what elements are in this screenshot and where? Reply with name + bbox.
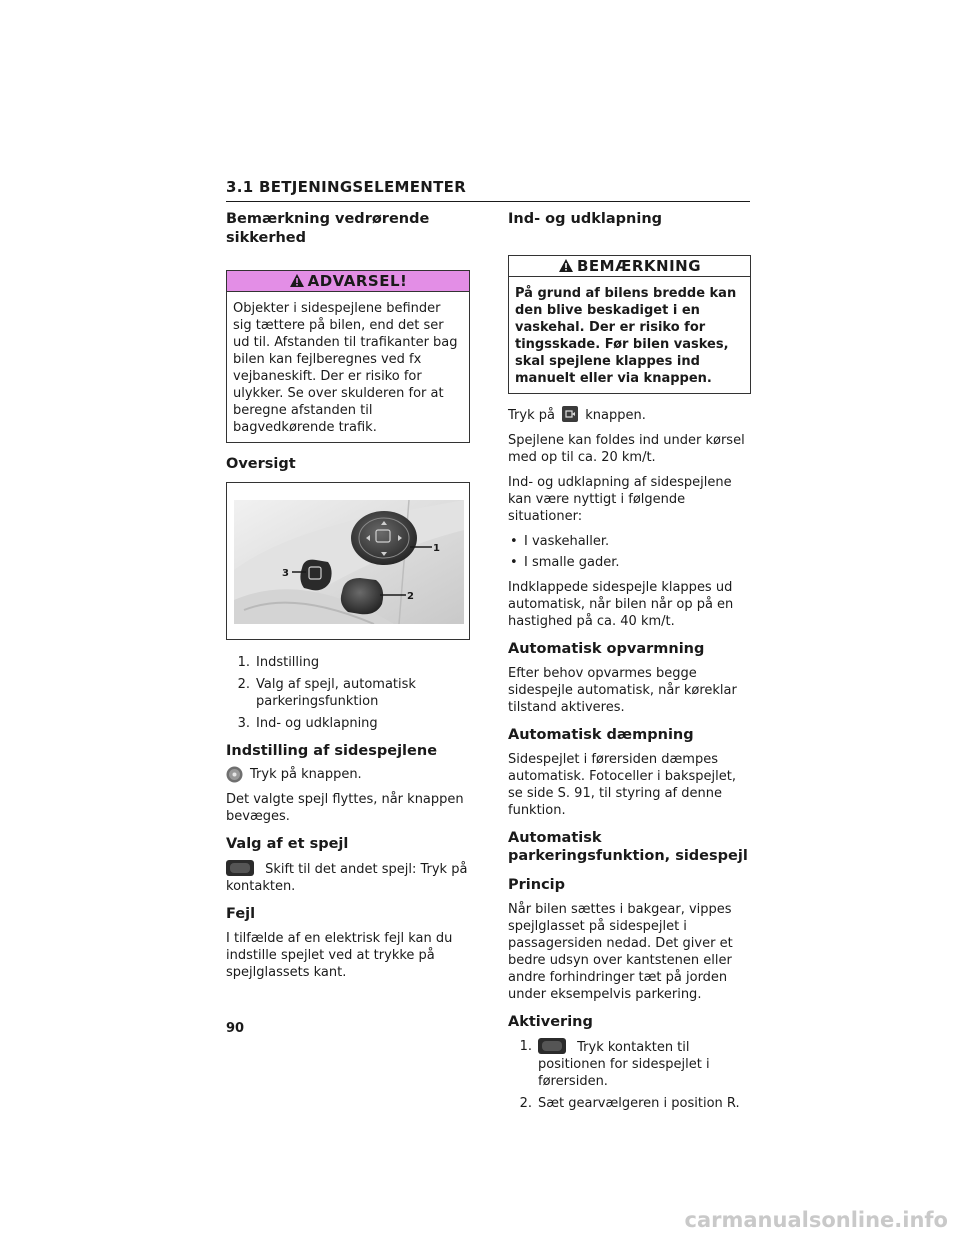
list-item: • I vaskehaller. — [510, 533, 610, 549]
mirror-fold-icon — [562, 406, 578, 422]
legend-item: 3. Ind- og udklapning — [237, 715, 378, 731]
overview-heading: Oversigt — [226, 455, 296, 472]
heating-text: Efter behov opvarmes begge sidespejle automatisk, når køreklar tilstand aktiveres. — [508, 665, 737, 715]
note-label: BEMÆRKNING — [576, 256, 702, 275]
adjust-heading: Indstilling af sidespejlene — [226, 742, 438, 759]
callout-3: 3 — [282, 567, 289, 579]
select-heading: Valg af et spejl — [226, 836, 349, 853]
adjust-text: Tryk på knappen. — [250, 767, 362, 783]
page-number: 90 — [226, 1021, 245, 1036]
activation-heading: Aktivering — [508, 1014, 593, 1031]
note-text: På grund af bilens bredde kan den blive beskadiget i en vaskehal. Der er risiko for tingsskade. Før bilen vaskes, skal spejlene klappes ind manuelt eller via knappen. — [515, 285, 737, 386]
principle-heading: Princip — [508, 877, 566, 894]
mirror-switch-icon — [538, 1038, 566, 1054]
callout-2: 2 — [407, 590, 414, 602]
section-header: 3.1 BETJENINGSELEMENTER — [226, 178, 750, 202]
callout-1: 1 — [433, 542, 440, 554]
watermark-link[interactable]: carmanualsonline.info — [684, 1208, 948, 1232]
adjust-instruction — [226, 766, 470, 783]
step-item: 2. Sæt gearvælgeren i position R. — [519, 1095, 740, 1111]
heating-heading: Automatisk opvarmning — [508, 640, 705, 657]
legend-item: 1. Indstilling — [237, 654, 320, 670]
figure-legend — [226, 654, 470, 732]
auto-unfold-text: Indklappede sidespejle klappes ud automatisk, når bilen når op på en hastighed på ca. 40 km/t. — [508, 579, 734, 629]
step-item: 1. Tryk kontakten til positionen for sidespejlet i førersiden. — [519, 1038, 710, 1089]
mirror-knob-icon — [226, 766, 243, 783]
adjust-text-2: Det valgte spejl flyttes, når knappen bevæges. — [226, 792, 464, 825]
fold-useful-text: Ind- og udklapning af sidespejlene kan være nyttigt i følgende situationer: — [508, 474, 732, 524]
warning-box — [226, 270, 470, 443]
warning-triangle-icon — [558, 258, 574, 273]
note-box — [508, 255, 751, 394]
right-column — [508, 206, 751, 1120]
mirror-switch-icon — [226, 860, 254, 876]
warning-text: Objekter i sidespejlene befinder sig tættere på bilen, end det ser ud til. Afstanden til trafikanter bag bilen kan fejlberegnes ved fx vejbaneskift. Der er risiko for ulykker. Se over skulderen for at beregne afstanden til bagvedkørende trafik. — [233, 300, 458, 435]
warning-triangle-icon — [289, 273, 305, 288]
mirror-controls-illustration — [234, 500, 464, 624]
dimming-heading: Automatisk dæmpning — [508, 726, 694, 743]
parking-heading: Automatisk parkeringsfunktion, sidespejl — [508, 829, 748, 865]
activation-steps — [508, 1038, 751, 1112]
legend-item: 2. Valg af spejl, automatisk parkeringsfunktion — [237, 676, 416, 709]
warning-header — [227, 271, 469, 292]
select-paragraph — [226, 860, 470, 895]
situations-list — [508, 533, 751, 571]
dimming-text: Sidespejlet i førersiden dæmpes automatisk. Fotoceller i bakspejlet, se side S. 91, til styring af denne funktion. — [508, 751, 736, 818]
safety-heading: Bemærkning vedrørende sikkerhed — [226, 211, 430, 246]
fold-speed-text: Spejlene kan foldes ind under kørsel med op til ca. 20 km/t. — [508, 432, 745, 465]
fault-text: I tilfælde af en elektrisk fejl kan du indstille spejlet ved at trykke på spejlglassets kant. — [226, 931, 453, 981]
mirror-controls-figure — [226, 482, 470, 640]
press-fold-line: Tryk på knappen. — [508, 407, 646, 423]
left-column — [226, 206, 470, 989]
principle-text: Når bilen sættes i bakgear, vippes spejlglasset på sidespejlet i passagersiden nedad. Det giver et bedre udsyn over kantstenen eller andre forhindringer tæt på jorden under eksempelvis parkering. — [508, 902, 733, 1003]
note-header — [509, 256, 750, 277]
warning-label: ADVARSEL! — [307, 271, 408, 290]
select-text: Skift til det andet spejl: Tryk på kontakten. — [226, 862, 468, 895]
list-item: • I smalle gader. — [510, 554, 620, 570]
warning-body — [227, 292, 469, 442]
fold-heading: Ind- og udklapning — [508, 211, 663, 227]
note-body — [509, 277, 750, 393]
fault-heading: Fejl — [226, 906, 256, 923]
